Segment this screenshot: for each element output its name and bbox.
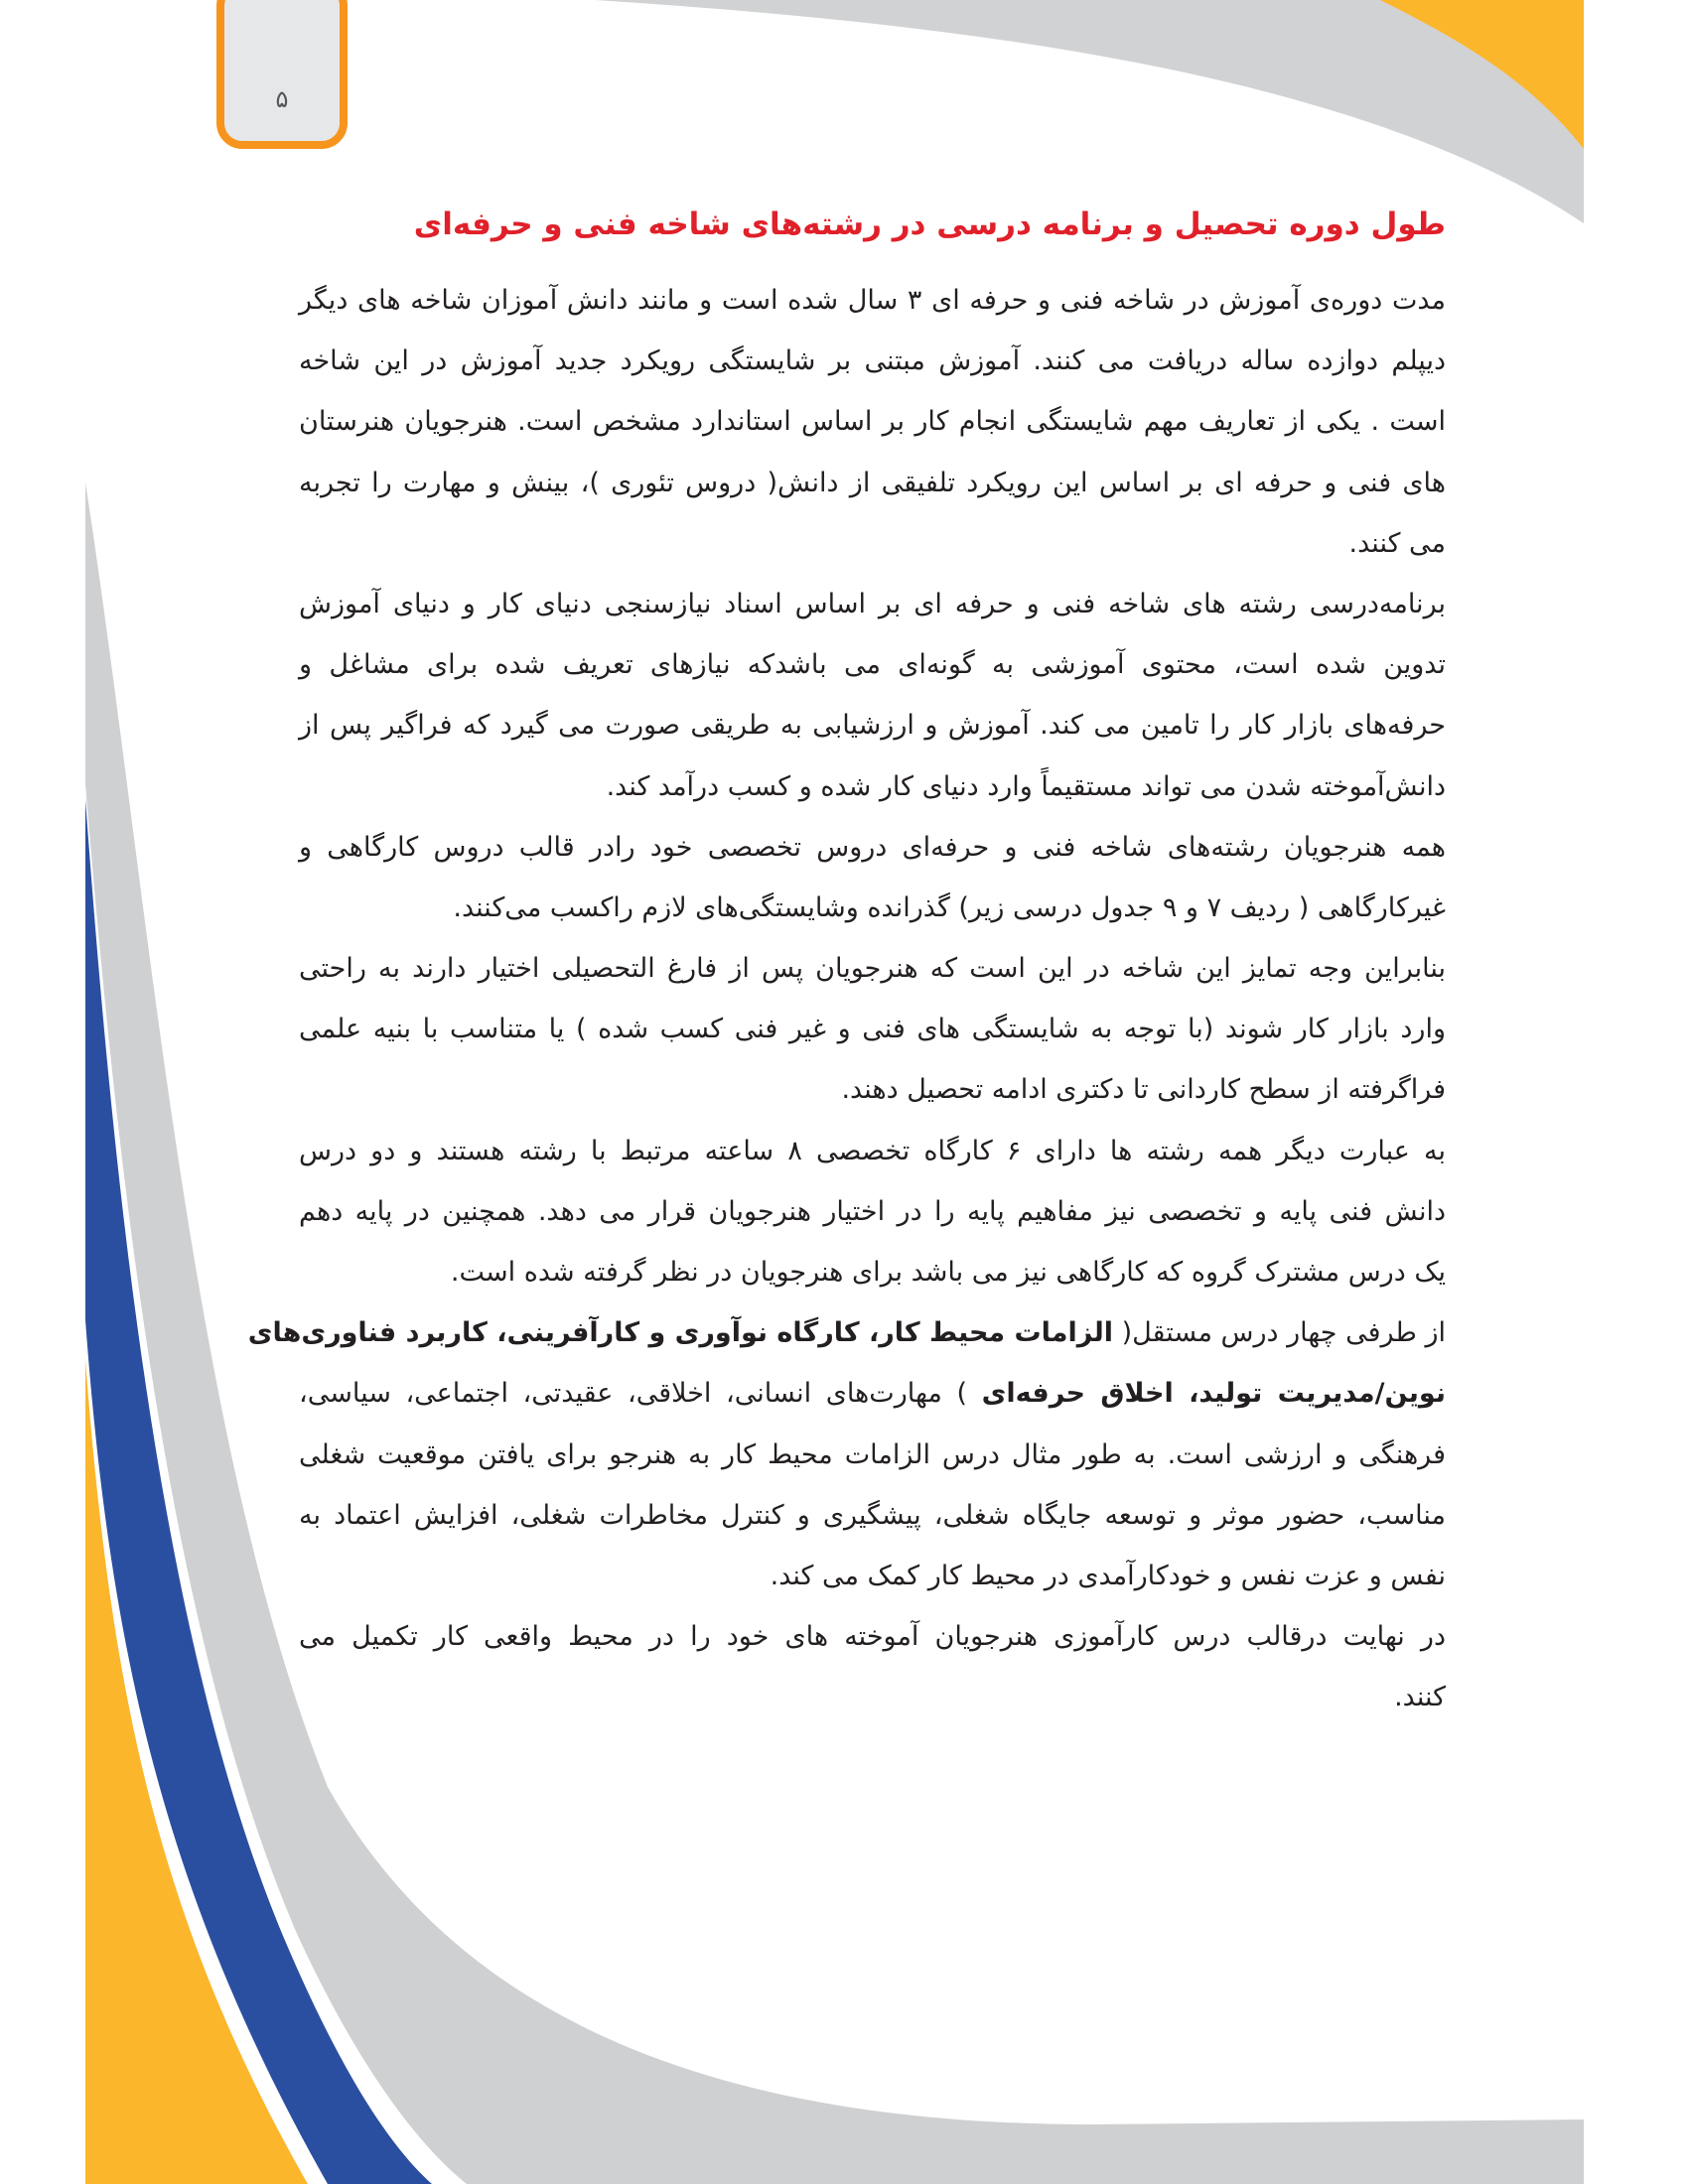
text-segment: نفس و عزت نفس و خودکارآمدی در محیط کار کمک می کند. (770, 1560, 1446, 1591)
section-title: طول دوره تحصیل و برنامه درسی در رشته‌های شاخه فنی و حرفه‌ای (413, 206, 1446, 242)
text-line (299, 1425, 1446, 1485)
text-segment: دانش فنی پایه و تخصصی نیز مفاهیم پایه را در اختیار هنرجویان قرار می دهد. همچنین در پایه دهم (299, 1195, 1446, 1227)
text-segment: ) مهارت‌های انسانی، اخلاقی، عقیدتی، اجتماعی، سیاسی، (299, 1378, 982, 1410)
text-segment: است . یکی از تعاریف مهم شایستگی انجام کار بر اساس استاندارد مشخص است. هنرجویان هنرستان (299, 406, 1446, 438)
paragraph (299, 1606, 1446, 1727)
paragraph (299, 270, 1446, 574)
text-segment: دانش‌آموخته شدن می تواند مستقیماً وارد دنیای کار شده و کسب درآمد کند. (606, 770, 1446, 802)
text-segment: همه هنرجویان رشته‌های شاخه فنی و حرفه‌ای دروس تخصصی خود رادر قالب دروس کارگاهی و (299, 831, 1446, 863)
text-line (299, 453, 1446, 513)
paragraph (247, 1302, 1446, 1606)
text-segment: یک درس مشترک گروه که کارگاهی نیز می باشد برای هنرجویان در نظر گرفته شده است. (450, 1257, 1446, 1288)
text-segment: مدت دوره‌ی آموزش در شاخه فنی و حرفه ای ۳ سال شده است و مانند دانش آموزان شاخه های دیگر (299, 285, 1446, 316)
text-line (299, 1667, 1446, 1727)
text-line (299, 1059, 1446, 1120)
page-number: ۵ (275, 85, 289, 113)
bold-text: نوین/مدیریت تولید، اخلاق حرفه‌ای (981, 1378, 1446, 1410)
text-line (299, 574, 1446, 634)
paragraph (299, 938, 1446, 1121)
text-line (299, 756, 1446, 817)
text-segment: غیرکارگاهی ( ردیف ۷ و ۹ جدول درسی زیر) گذرانده وشایستگی‌های لازم راکسب می‌کنند. (453, 891, 1446, 923)
text-line (299, 634, 1446, 695)
top-gray-swoosh (596, 0, 1584, 223)
text-segment: در نهایت درقالب درس کارآموزی هنرجویان آموخته های خود را در محیط واقعی کار تکمیل می (299, 1621, 1446, 1653)
text-segment: فرهنگی و ارزشی است. به طور مثال درس الزامات محیط کار به هنرجو برای یافتن موقعیت شغلی (299, 1438, 1446, 1470)
text-segment: کنند. (1394, 1682, 1446, 1713)
text-line (299, 270, 1446, 331)
text-line (299, 1181, 1446, 1242)
page-number-box (216, 0, 348, 149)
text-segment: می کنند. (1348, 527, 1446, 559)
text-segment: فراگرفته از سطح کاردانی تا دکتری ادامه تحصیل دهند. (841, 1074, 1446, 1106)
body-text (247, 270, 1446, 1728)
text-segment: برنامه‌درسی رشته های شاخه فنی و حرفه ای بر اساس اسناد نیازسنجی دنیای کار و دنیای آموزش (299, 588, 1446, 619)
text-segment: دیپلم دوازده ساله دریافت می کنند. آموزش مبتنی بر شایستگی رویکرد جدید آموزش در این شاخه (299, 345, 1446, 377)
bold-text: الزامات محیط کار، کارگاه نوآوری و کارآفرینی، کاربرد فناوری‌های (247, 1317, 1113, 1349)
text-line (299, 1242, 1446, 1302)
text-line (299, 938, 1446, 999)
text-line (247, 1302, 1446, 1363)
text-line (299, 1363, 1446, 1424)
paragraph (299, 817, 1446, 938)
text-segment: حرفه‌های بازار کار را تامین می کند. آموزش و ارزشیابی به طریقی صورت می گیرد که فراگیر پس از (299, 710, 1446, 742)
text-segment: وارد بازار کار شوند (با توجه به شایستگی های فنی و غیر فنی کسب شده ) یا متناسب با بنیه علمی (299, 1014, 1446, 1045)
text-segment: بنابراین وجه تمایز این شاخه در این است که هنرجویان پس از فارغ التحصیلی اختیار دارند به راحتی (299, 953, 1446, 985)
text-segment: تدوین شده است، محتوی آموزشی به گونه‌ای می باشدکه نیازهای تعریف شده برای مشاغل و (299, 649, 1446, 681)
text-segment: های فنی و حرفه ای بر اساس این رویکرد تلفیقی از دانش( دروس تئوری )، بینش و مهارت را تجربه (299, 467, 1446, 498)
text-segment: از طرفی چهار درس مستقل( (1112, 1317, 1446, 1349)
text-line (299, 1546, 1446, 1606)
text-segment: مناسب، حضور موثر و توسعه جایگاه شغلی، پیشگیری و کنترل مخاطرات شغلی، افزایش اعتماد به (299, 1499, 1446, 1531)
text-line (299, 878, 1446, 938)
paragraph (299, 1121, 1446, 1303)
text-line (299, 391, 1446, 452)
text-line (299, 999, 1446, 1059)
text-line (299, 1606, 1446, 1667)
text-line (299, 817, 1446, 878)
text-line (299, 1121, 1446, 1181)
paragraph (299, 574, 1446, 817)
text-line (299, 331, 1446, 391)
text-segment: به عبارت دیگر همه رشته ها دارای ۶ کارگاه تخصصی ۸ ساعته مرتبط با رشته هستند و دو درس (299, 1135, 1446, 1166)
text-line (299, 1485, 1446, 1546)
text-line (299, 695, 1446, 755)
text-line (299, 513, 1446, 574)
